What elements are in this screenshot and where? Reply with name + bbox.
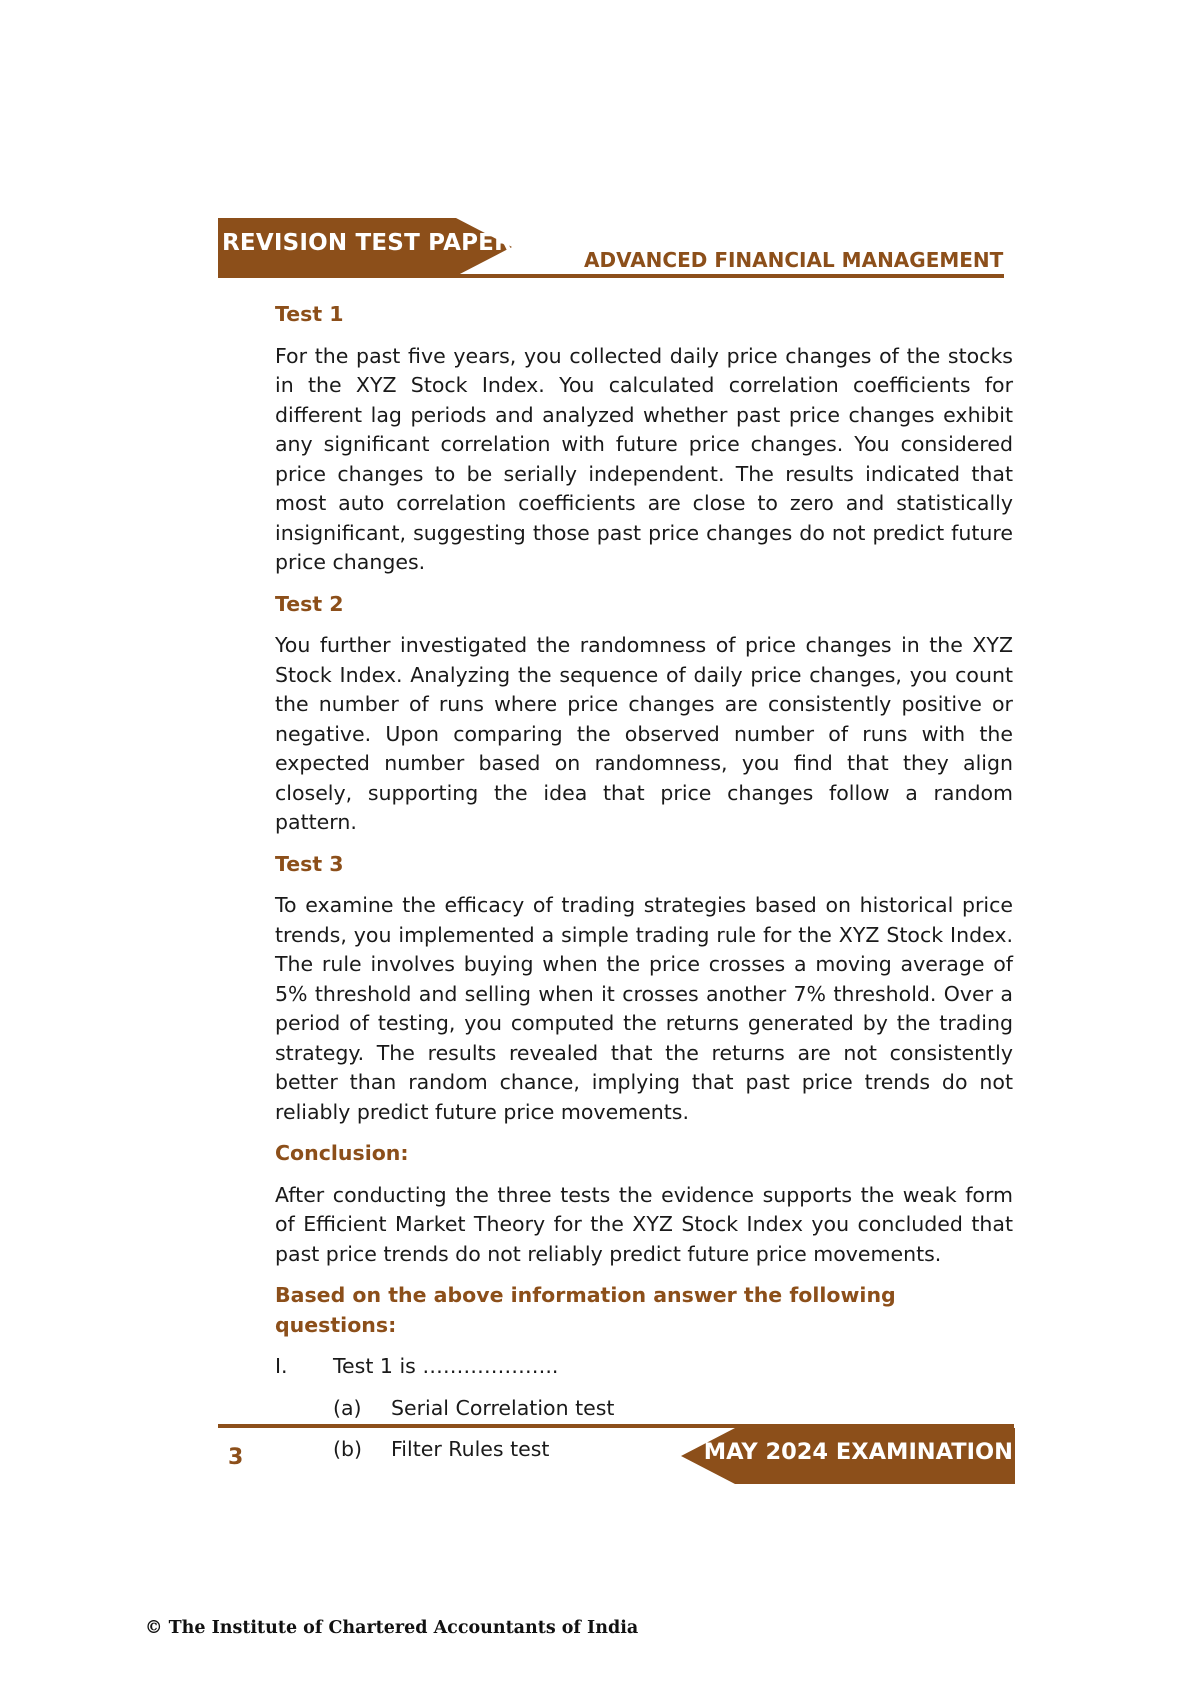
section-heading-conclusion: Conclusion: [275, 1141, 409, 1165]
option-label: (b) [333, 1437, 363, 1461]
section-text-conclusion: After conducting the three tests the evidence supports the weak form of Efficient Market Theory for the XYZ Stock Index you concluded that past price trends do not reliably predict future price movements. [275, 1182, 1013, 1266]
copyright-notice: © The Institute of Chartered Accountants of India [145, 1618, 639, 1638]
section-text-test-3: To examine the efficacy of trading strategies based on historical price trends, you implemented a simple trading rule for the XYZ Stock Index. The rule involves buying when the price crosses a moving average of 5% threshold and selling when it crosses another 7% threshold. Over a period of testing, you computed the returns generated by the trading strategy. The results revealed that the returns are not consistently better than random chance, implying that past price trends do not reliably predict future price movements. [275, 893, 1013, 1124]
page-number: 3 [228, 1445, 244, 1470]
header-tab-label: REVISION TEST PAPER [222, 230, 512, 256]
option-text: Serial Correlation test [391, 1395, 615, 1420]
exam-label: MAY 2024 EXAMINATION [703, 1439, 1013, 1465]
option-label: (a) [333, 1395, 362, 1420]
section-text-test-1: For the past five years, you collected daily price changes of the stocks in the XYZ Stock Index. You calculated correlation coefficients for different lag periods and analyzed whether past price changes exhibit any significant correlation with future price changes. You considered price changes to be serially independent. The results indicated that most auto correlation coefficients are close to zero and statistically insignificant, suggesting those past price changes do not predict future price changes. [275, 343, 1013, 574]
section-text-test-2: You further investigated the randomness of price changes in the XYZ Stock Index. Analyzing the sequence of daily price changes, you count the number of runs where price changes are consistently positive or negative. Upon comparing the observed number of runs with the expected number based on randomness, you find that they align closely, supporting the idea that price changes follow a random pattern. [275, 633, 1013, 834]
question-number: I. [275, 1354, 288, 1378]
subject-title: ADVANCED FINANCIAL MANAGEMENT [584, 248, 1004, 272]
question-item [275, 1352, 1013, 1382]
footer-tab [681, 1428, 1015, 1484]
section-heading-test-2: Test 2 [275, 591, 344, 616]
section-heading-test-1: Test 1 [275, 302, 344, 326]
questions-heading: Based on the above information answer the following questions: [275, 1283, 896, 1337]
question-text: Test 1 is ……………….. [333, 1354, 559, 1378]
option-a [333, 1394, 1013, 1424]
page-body [275, 300, 1013, 1477]
section-heading-test-3: Test 3 [275, 851, 344, 876]
option-text: Filter Rules test [391, 1437, 550, 1461]
header-divider [218, 274, 1004, 278]
